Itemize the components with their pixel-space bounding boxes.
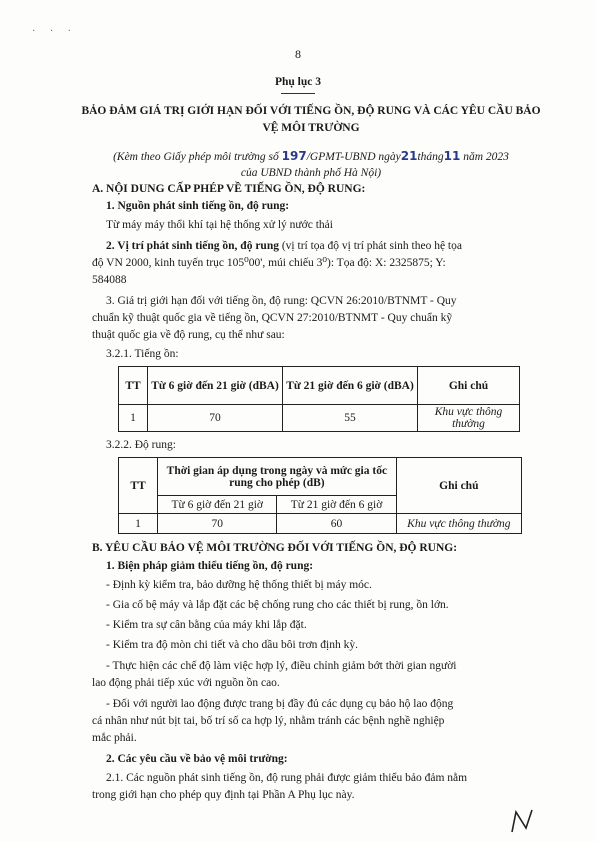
page-number: 8 bbox=[295, 47, 301, 61]
subtitle-line2: của UBND thành phố Hà Nội) bbox=[240, 167, 382, 179]
noise-table bbox=[118, 366, 520, 432]
signature-mark bbox=[508, 808, 536, 834]
vibration-sub-night: Từ 21 giờ đến 6 giờ bbox=[277, 496, 396, 514]
section-a-item3-line2: chuẩn kỹ thuật quốc gia về tiếng ồn, QCVN 27:2010/BTNMT - Quy chuẩn kỹ bbox=[92, 312, 453, 324]
appendix-underline bbox=[281, 93, 315, 94]
section-a-item2-line2: độ VN 2000, kinh tuyến trục 105⁰00', múi chiếu 3⁰): Tọa độ: X: 2325875; Y: bbox=[92, 257, 446, 269]
noise-cell-note: Khu vực thông thường bbox=[418, 405, 520, 432]
section-a-item3-line1: 3. Giá trị giới hạn đối với tiếng ồn, độ rung: QCVN 26:2010/BTNMT - Quy bbox=[106, 295, 457, 307]
vibration-header-tt: TT bbox=[119, 458, 158, 514]
section-a-item2-line1 bbox=[106, 238, 566, 255]
section-b-item2-heading: 2. Các yêu cầu về bảo vệ môi trường: bbox=[106, 753, 288, 765]
bullet-2: - Gia cố bệ máy và lắp đặt các bệ chống rung cho các thiết bị rung, ồn lớn. bbox=[106, 599, 449, 611]
vibration-cell-tt: 1 bbox=[119, 514, 158, 534]
bullet-6-line1: - Đối với người lao động được trang bị đầy đủ các dụng cụ bảo hộ lao động bbox=[106, 698, 454, 710]
noise-header-note: Ghi chú bbox=[418, 367, 520, 405]
vibration-header-group: Thời gian áp dụng trong ngày và mức gia tốc rung cho phép (dB) bbox=[158, 458, 397, 496]
section-a-item1-text: Từ máy máy thổi khí tại hệ thống xử lý nước thải bbox=[106, 219, 333, 231]
section-a-heading: A. NỘI DUNG CẤP PHÉP VỀ TIẾNG ỒN, ĐỘ RUNG: bbox=[92, 183, 366, 195]
section-a-item1-heading: 1. Nguồn phát sinh tiếng ồn, độ rung: bbox=[106, 200, 290, 212]
subtitle-pre: (Kèm theo Giấy phép môi trường số bbox=[113, 151, 282, 163]
subtitle-post: năm 2023 bbox=[460, 151, 509, 163]
noise-cell-night: 55 bbox=[283, 405, 418, 432]
handwritten-day: 21 bbox=[400, 149, 418, 163]
bullet-6-line2: cá nhân như nút bịt tai, bố trí số ca hợp lý, nhằm tránh các bệnh nghề nghiệp bbox=[92, 715, 445, 727]
noise-header-night: Từ 21 giờ đến 6 giờ (dBA) bbox=[283, 367, 418, 405]
main-title: BẢO ĐẢM GIÁ TRỊ GIỚI HẠN ĐỐI VỚI TIẾNG ỒN, ĐỘ RUNG VÀ CÁC YÊU CẦU BẢO VỆ MÔI TRƯỜNG bbox=[81, 105, 541, 134]
appendix-title: Phụ lục 3 bbox=[274, 76, 321, 88]
handwritten-permit-number: 197 bbox=[281, 149, 307, 163]
noise-cell-day: 70 bbox=[148, 405, 283, 432]
item2-line1: (vị trí tọa độ vị trí phát sinh theo hệ tọa bbox=[278, 240, 462, 252]
vibration-table bbox=[118, 457, 522, 534]
bullet-1: - Định kỳ kiểm tra, bảo dưỡng hệ thống thiết bị máy móc. bbox=[106, 579, 372, 591]
vibration-cell-day: 70 bbox=[158, 514, 277, 534]
noise-header-tt: TT bbox=[119, 367, 148, 405]
subtitle-mid1: /GPMT-UBND ngày bbox=[306, 151, 401, 163]
section-b-heading: B. YÊU CẦU BẢO VỆ MÔI TRƯỜNG ĐỐI VỚI TIẾNG ỒN, ĐỘ RUNG: bbox=[92, 542, 458, 554]
vibration-heading: 3.2.2. Độ rung: bbox=[106, 439, 176, 451]
bullet-3: - Kiểm tra sự cân bằng của máy khi lắp đặt. bbox=[106, 619, 307, 631]
vibration-cell-note: Khu vực thông thường bbox=[396, 514, 521, 534]
subtitle bbox=[80, 148, 542, 181]
bullet-6-line3: mắc phải. bbox=[92, 732, 137, 744]
noise-heading: 3.2.1. Tiếng ồn: bbox=[106, 348, 179, 360]
bullet-5-line2: lao động phải tiếp xúc với nguồn ồn cao. bbox=[92, 677, 280, 689]
section-b-item1-heading: 1. Biện pháp giảm thiểu tiếng ồn, độ rung: bbox=[106, 560, 314, 572]
vibration-cell-night: 60 bbox=[277, 514, 396, 534]
noise-header-day: Từ 6 giờ đến 21 giờ (dBA) bbox=[148, 367, 283, 405]
scan-specks: · · · bbox=[32, 26, 77, 37]
noise-cell-tt: 1 bbox=[119, 405, 148, 432]
initial-signature bbox=[508, 808, 536, 839]
vibration-header-note: Ghi chú bbox=[396, 458, 521, 514]
bullet-5-line1: - Thực hiện các chế độ làm việc hợp lý, điều chỉnh giảm bớt thời gian người bbox=[106, 660, 457, 672]
handwritten-month: 11 bbox=[443, 149, 461, 163]
subtitle-mid2: tháng bbox=[417, 151, 444, 163]
section-b-item2-line1: 2.1. Các nguồn phát sinh tiếng ồn, độ rung phải được giảm thiểu bảo đảm nằm bbox=[106, 772, 468, 784]
vibration-sub-day: Từ 6 giờ đến 21 giờ bbox=[158, 496, 277, 514]
bullet-4: - Kiểm tra độ mòn chi tiết và cho dầu bôi trơn định kỳ. bbox=[106, 639, 359, 651]
section-b-item2-line2: trong giới hạn cho phép quy định tại Phần A Phụ lục này. bbox=[92, 789, 355, 801]
section-a-item2-line3: 584088 bbox=[92, 274, 127, 286]
item2-heading: 2. Vị trí phát sinh tiếng ồn, độ rung bbox=[106, 240, 279, 252]
section-a-item3-line3: thuật quốc gia về độ rung, cụ thể như sau: bbox=[92, 329, 285, 341]
